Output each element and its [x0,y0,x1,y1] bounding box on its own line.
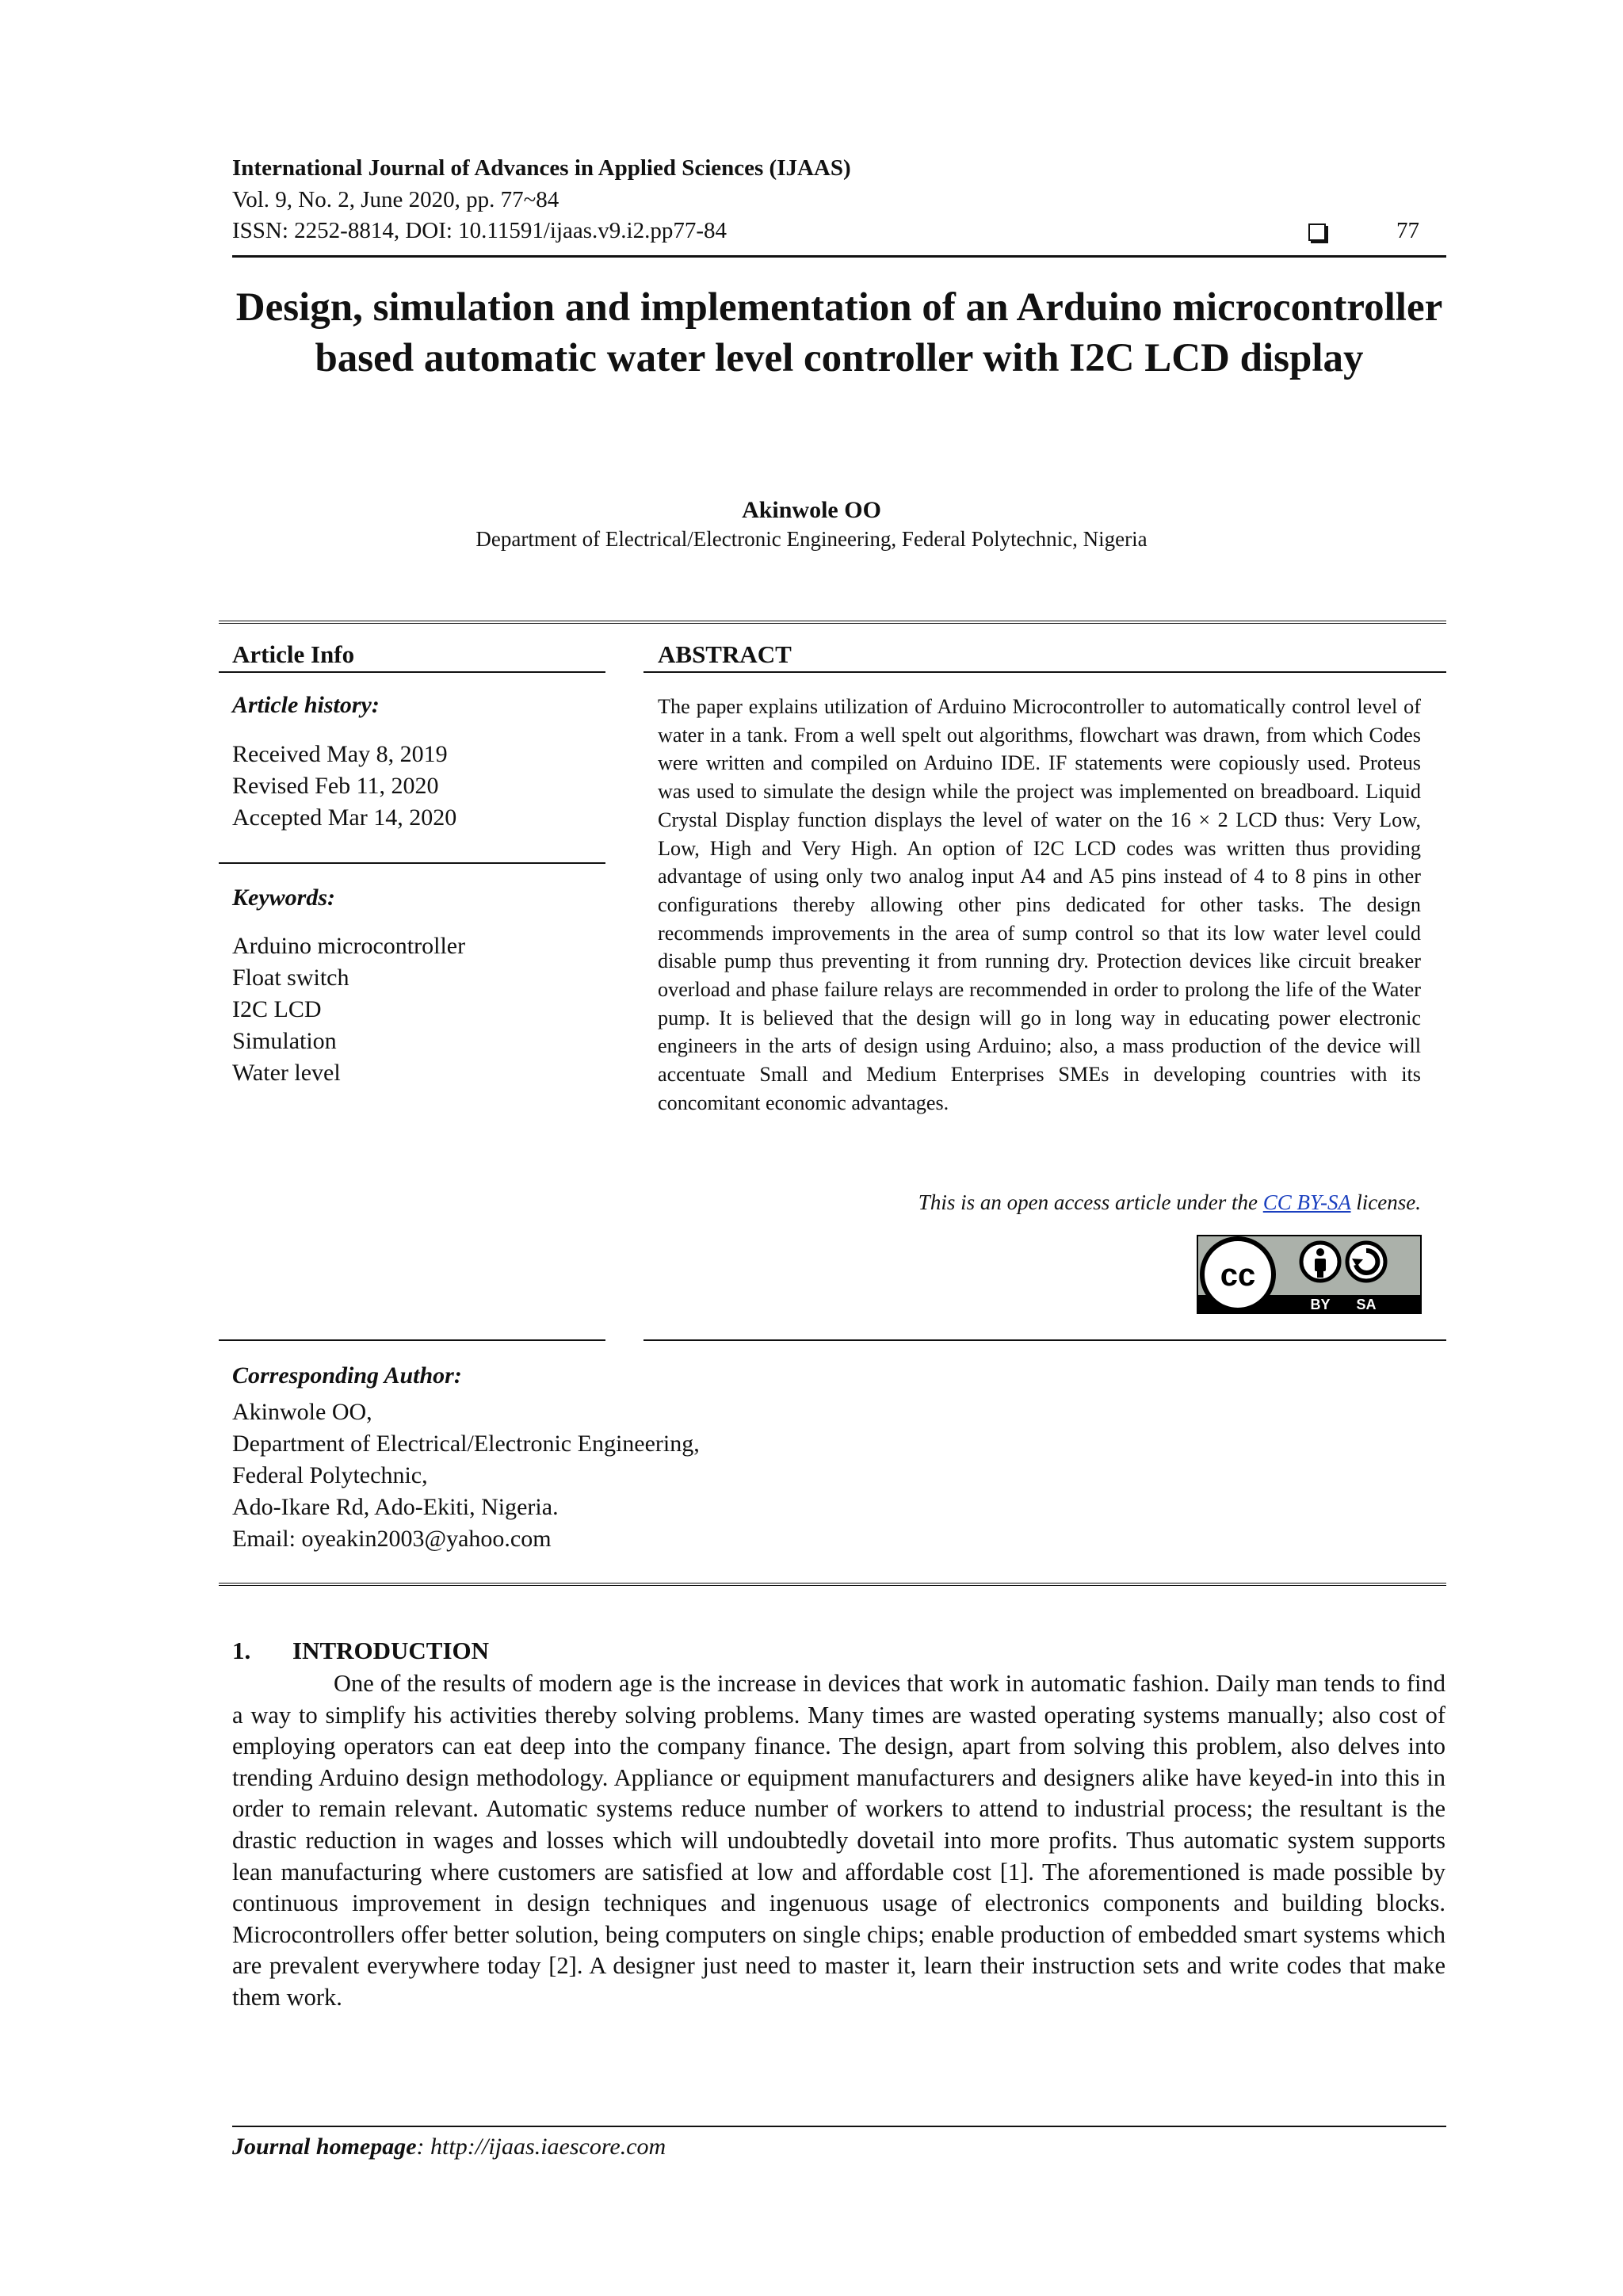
abstract-column-bottom-rule [643,1339,1446,1341]
journal-volume: Vol. 9, No. 2, June 2020, pp. 77~84 [232,187,559,212]
cc-mark: cc [1220,1258,1256,1293]
checkbox-square-icon [1308,223,1326,241]
section-number: 1. [232,1637,251,1664]
corr-line: Akinwole OO, [232,1399,372,1425]
info-box-bottom-rule [219,1583,1446,1586]
info-box-top-rule [219,621,1446,624]
corr-email[interactable]: Email: oyeakin2003@yahoo.com [232,1526,552,1552]
homepage-url[interactable]: : http://ijaas.iaescore.com [416,2134,666,2160]
history-keywords-divider [219,862,605,864]
keywords-heading: Keywords: [232,884,335,911]
article-history-heading: Article history: [232,692,380,718]
abstract-text: The paper explains utilization of Arduino Microcontroller to automatically control level of water in a tank. From a well spelt out algorithms, flowchart was drawn, from which Codes were written and compiled on Arduino IDE. IF statements were copiously used. Proteus was used to simulate the design while the project was implemented on breadboard. Liquid Crystal Display function displays the level of water on the 16 × 2 LCD thus: Very Low, Low, High and Very High. An option of I2C LCD codes was written thus providing advantage of using only two analog input A4 and A5 pins instead of 4 to 8 pins in other configurations thereby allowing other pins dedicated for other tasks. The design recommends improvements in the area of sump control so that its low water level could disable pump thus preventing it from running dry. Protection devices like circuit breaker overload and phase failure relays are recommended in order to prolong the life of the Water pump. It is believed that the design will go in long way in educating power electronic engineers in the arts of design using Arduino; also, a mass production of the device will accentuate Small and Medium Enterprises SMEs in developing countries with its concomitant economic advantages. [658,695,1421,1114]
badge-sa-label: SA [1356,1297,1377,1312]
section-title: INTRODUCTION [292,1637,490,1664]
article-history-list [232,739,456,834]
keywords-list [232,930,465,1089]
author-name: Akinwole OO [742,497,881,523]
article-info-heading: Article Info [232,640,355,668]
keyword-item: Simulation [232,1028,337,1054]
section-heading-introduction [232,1637,489,1665]
journal-name: International Journal of Advances in Applied Sciences (IJAAS) [232,155,851,181]
corresponding-author-heading: Corresponding Author: [232,1362,462,1389]
corr-line: Ado-Ikare Rd, Ado-Ekiti, Nigeria. [232,1494,559,1520]
abstract-heading: ABSTRACT [658,640,792,668]
history-accepted: Accepted Mar 14, 2020 [232,804,457,831]
license-prefix: This is an open access article under the [918,1190,1263,1214]
article-info-rule [219,671,605,673]
license-link[interactable]: CC BY-SA [1262,1190,1351,1214]
license-statement [658,1190,1421,1215]
badge-by-label: BY [1310,1297,1331,1312]
page-number: 77 [1396,218,1419,243]
corr-line: Federal Polytechnic, [232,1462,428,1488]
license-suffix: license. [1350,1190,1421,1214]
keyword-item: Float switch [232,965,349,991]
footer-rule [232,2126,1446,2127]
keyword-item: Water level [232,1060,341,1086]
info-column-bottom-rule [219,1339,605,1341]
homepage-label: Journal homepage [232,2134,417,2160]
cc-by-sa-badge-icon[interactable] [1197,1235,1422,1314]
abstract-rule [643,671,1446,673]
keyword-item: Arduino microcontroller [232,933,466,959]
keyword-item: I2C LCD [232,996,322,1022]
history-revised: Revised Feb 11, 2020 [232,773,439,799]
history-received: Received May 8, 2019 [232,741,448,767]
paper-title: Design, simulation and implementation of an Arduino microcontroller based automatic water level controller with I2C LCD display [235,285,1443,380]
corr-line: Department of Electrical/Electronic Engineering, [232,1431,700,1457]
header-rule [232,255,1446,258]
author-affiliation: Department of Electrical/Electronic Engineering, Federal Polytechnic, Nigeria [475,527,1148,551]
introduction-paragraph: One of the results of modern age is the increase in devices that work in automatic fashion. Daily man tends to find a way to simplify his activities thereby solving problems. Many times are wasted operating systems manually; also cost of employing operators can eat deep into the company finance. The design, apart from solving this problem, also delves into trending Arduino design methodology. Appliance or equipment manufacturers and designers alike have keyed-in into this in order to remain relevant. Automatic systems reduce number of workers to attend to industrial process; the resultant is the drastic reduction in wages and losses which will undoubtedly dovetail into more profits. Thus automatic system supports lean manufacturing where customers are satisfied at low and affordable cost [1]. The aforementioned is made possible by continuous improvement in design techniques and ingenuous usage of electronics components and building blocks. Microcontrollers offer better solution, being computers on single chips; enable production of embedded smart systems which are prevalent everywhere today [2]. A designer just need to master it, learn their instruction sets and write codes that make them work. [232,1670,1445,2011]
journal-issn-doi: ISSN: 2252-8814, DOI: 10.11591/ijaas.v9.i2.pp77-84 [232,218,727,243]
journal-homepage [232,2134,666,2160]
corresponding-author-details [232,1396,700,1555]
